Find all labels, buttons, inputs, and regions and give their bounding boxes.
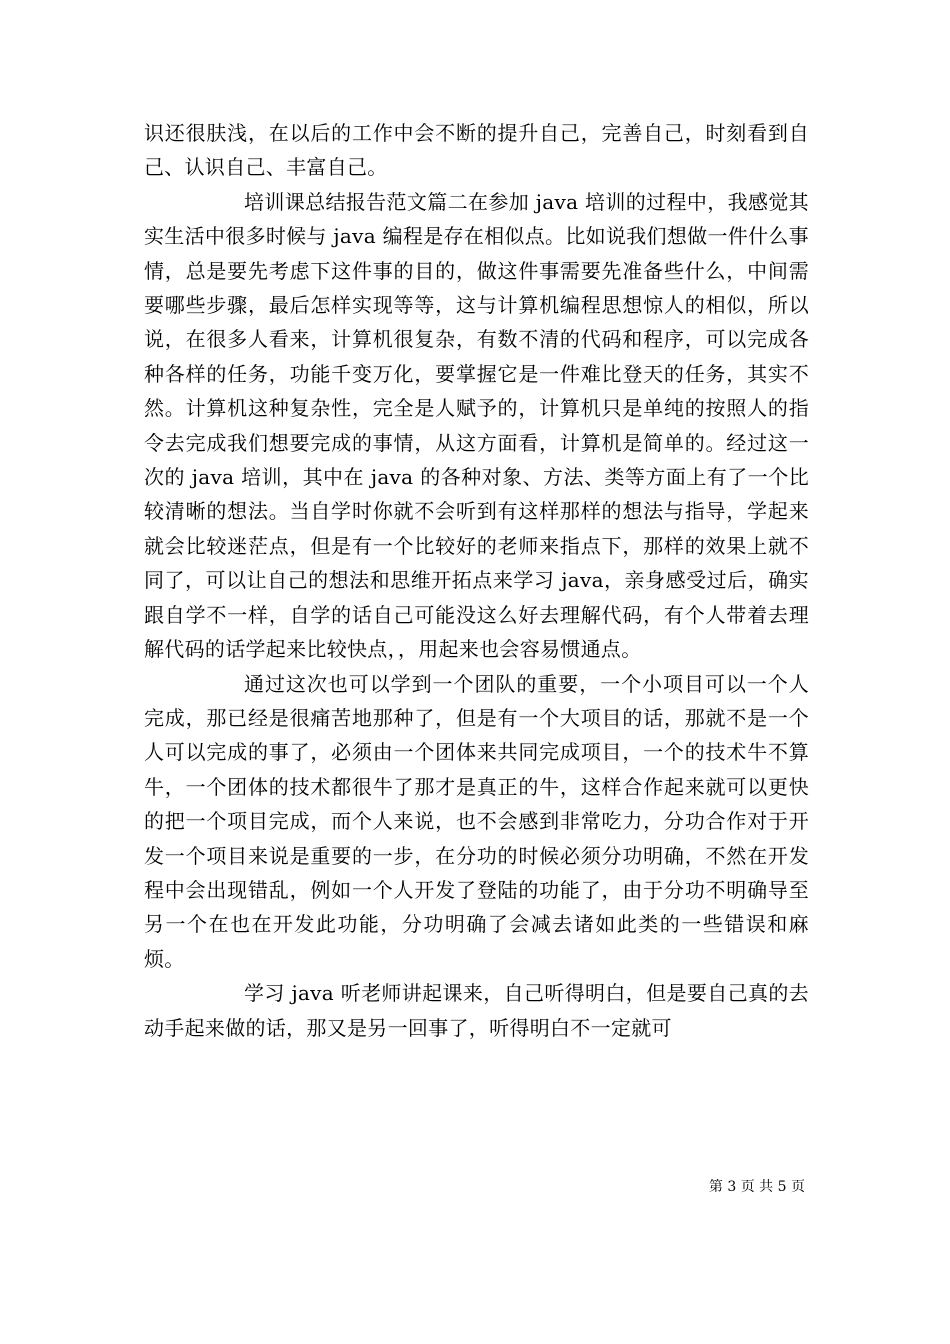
paragraph-2: 培训课总结报告范文篇二在参加 java 培训的过程中，我感觉其实生活中很多时候与 java 编程是存在相似点。比如说我们想做一件什么事情，总是要先考虑下这件事的目的，做这件事需要先准备些什么，中间需要哪些步骤，最后怎样实现等等，这与计算机编程思想惊人的相似，所以说，在很多人看来，计算机很复杂，有数不清的代码和程序，可以完成各种各样的任务，功能千变万化，要掌握它是一件难比登天的任务，其实不然。计算机这种复杂性，完全是人赋予的，计算机只是单纯的按照人的指令去完成我们想要完成的事情，从这方面看，计算机是简单的。经过这一次的 java 培训，其中在 java 的各种对象、方法、类等方面上有了一个比较清晰的想法。当自学时你就不会听到有这样那样的想法与指导，学起来就会比较迷茫点，但是有一个比较好的老师来指点下，那样的效果上就不同了，可以让自己的想法和思维开拓点来学习 java，亲身感受过后，确实跟自学不一样，自学的话自己可能没这么好去理解代码，有个人带着去理解代码的话学起来比较快点，，用起来也会容易惯通点。 [144, 189, 809, 662]
paragraph-4: 学习 java 听老师讲起课来，自己听得明白，但是要自己真的去动手起来做的话，那又是另一回事了，听得明白不一定就可 [144, 981, 809, 1040]
document-body [144, 116, 809, 1045]
paragraph-3: 通过这次也可以学到一个团队的重要，一个小项目可以一个人完成，那已经是很痛苦地那种了，但是有一个大项目的话，那就不是一个人可以完成的事了，必须由一个团体来共同完成项目，一个的技术牛不算牛，一个团体的技术都很牛了那才是真正的牛，这样合作起来就可以更快的把一个项目完成，而个人来说，也不会感到非常吃力，分功合作对于开发一个项目来说是重要的一步，在分功的时候必须分功明确，不然在开发程中会出现错乱，例如一个人开发了登陆的功能了，由于分功不明确导至另一个在也在开发此功能，分功明确了会减去诸如此类的一些错误和麻烦。 [144, 671, 809, 971]
paragraph-1: 识还很肤浅，在以后的工作中会不断的提升自己，完善自己，时刻看到自己、认识自己、丰富自己。 [144, 121, 809, 180]
page-number-footer: 第 3 页 共 5 页 [708, 1179, 805, 1195]
